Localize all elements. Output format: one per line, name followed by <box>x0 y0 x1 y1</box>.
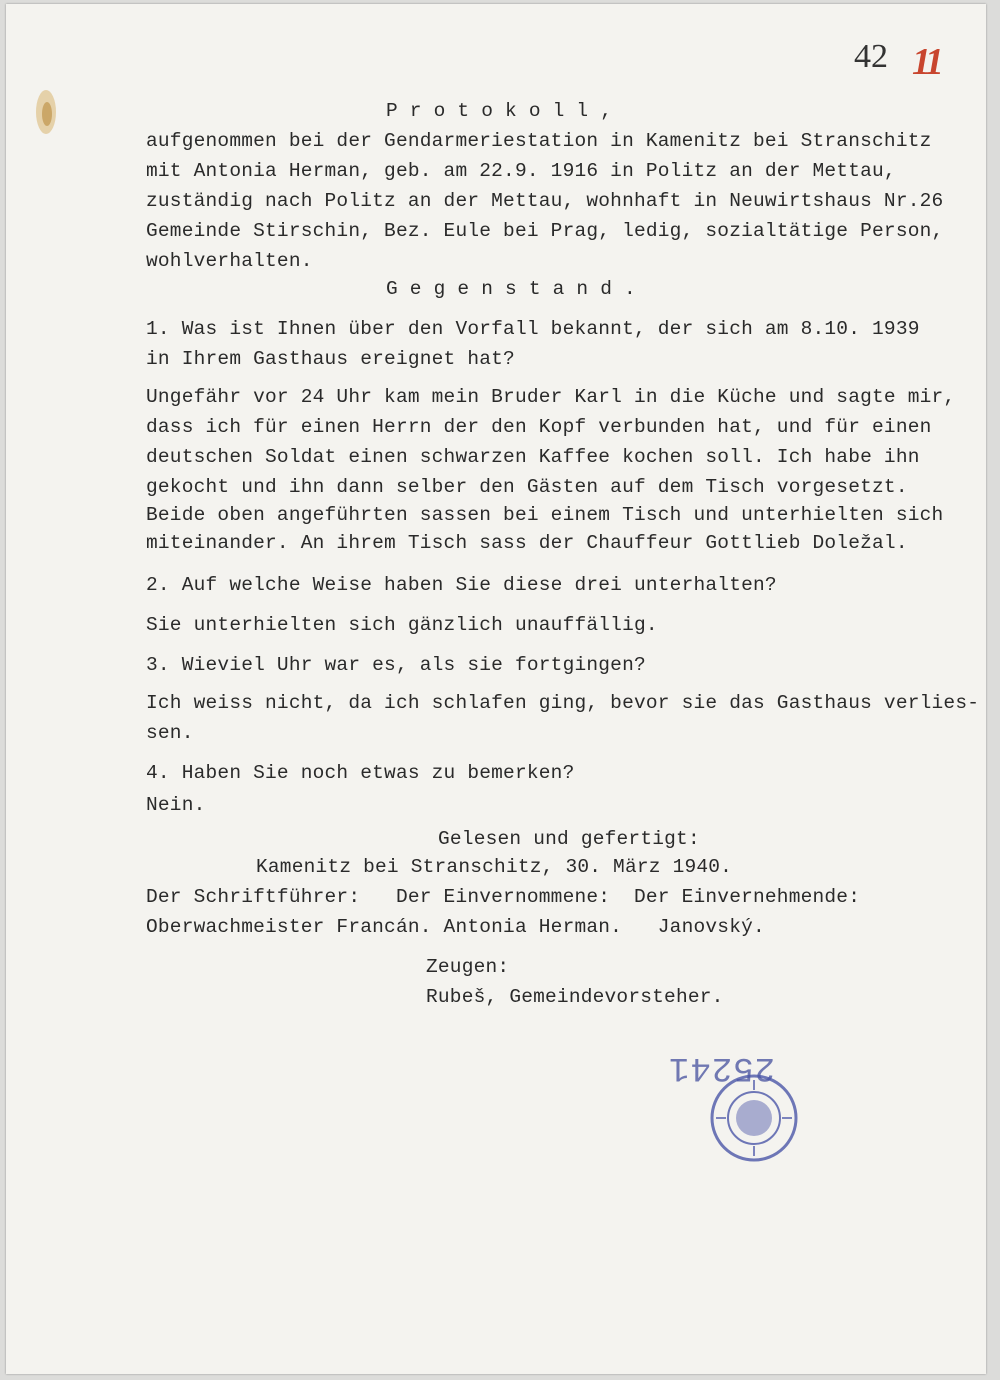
document-page <box>6 4 986 1374</box>
signatories-names: Oberwachmeister Francán. Antonia Herman. Janovský. <box>146 916 765 938</box>
signatories-roles: Der Schriftführer: Der Einvernommene: Der Einvernehmende: <box>146 886 861 908</box>
witnesses-label: Zeugen: <box>426 956 510 978</box>
header-line: wohlverhalten. <box>146 250 313 272</box>
answer-1: Beide oben angeführten sassen bei einem Tisch und unterhielten sich <box>146 504 944 526</box>
answer-1: deutschen Soldat einen schwarzen Kaffee kochen soll. Ich habe ihn <box>146 446 920 468</box>
stamp-number: 25241 <box>668 1048 776 1086</box>
answer-3: Ich weiss nicht, da ich schlafen ging, bevor sie das Gasthaus verlies- <box>146 692 980 714</box>
answer-1: gekocht und ihn dann selber den Gästen auf dem Tisch vorgesetzt. <box>146 476 908 498</box>
question-1: 1. Was ist Ihnen über den Vorfall bekannt, der sich am 8.10. 1939 <box>146 318 920 340</box>
question-2: 2. Auf welche Weise haben Sie diese drei unterhalten? <box>146 574 777 596</box>
header-line: Gemeinde Stirschin, Bez. Eule bei Prag, ledig, sozialtätige Person, <box>146 220 944 242</box>
question-3: 3. Wieviel Uhr war es, als sie fortgingen? <box>146 654 646 676</box>
header-line: zuständig nach Politz an der Mettau, wohnhaft in Neuwirtshaus Nr.26 <box>146 190 944 212</box>
page-number: 42 <box>854 38 888 75</box>
official-seal-stamp <box>708 1072 800 1164</box>
header-line: aufgenommen bei der Gendarmeriestation in Kamenitz bei Stranschitz <box>146 130 932 152</box>
answer-4: Nein. <box>146 794 206 816</box>
answer-1: miteinander. An ihrem Tisch sass der Chauffeur Gottlieb Doležal. <box>146 532 908 554</box>
answer-1: Ungefähr vor 24 Uhr kam mein Bruder Karl in die Küche und sagte mir, <box>146 386 956 408</box>
answer-2: Sie unterhielten sich gänzlich unauffällig. <box>146 614 658 636</box>
paper-stain <box>28 82 64 138</box>
place-date-line: Kamenitz bei Stranschitz, 30. März 1940. <box>256 856 733 878</box>
answer-1: dass ich für einen Herrn der den Kopf verbunden hat, und für einen <box>146 416 932 438</box>
handwritten-page-number: 11 <box>912 41 940 83</box>
document-title: P r o t o k o l l , <box>386 100 613 122</box>
header-line: mit Antonia Herman, geb. am 22.9. 1916 in Politz an der Mettau, <box>146 160 896 182</box>
question-1: in Ihrem Gasthaus ereignet hat? <box>146 348 515 370</box>
read-signed-line: Gelesen und gefertigt: <box>438 828 700 850</box>
question-4: 4. Haben Sie noch etwas zu bemerken? <box>146 762 575 784</box>
subject-heading: G e g e n s t a n d . <box>386 278 636 300</box>
witness-name: Rubeš, Gemeindevorsteher. <box>426 986 724 1008</box>
answer-3: sen. <box>146 722 194 744</box>
